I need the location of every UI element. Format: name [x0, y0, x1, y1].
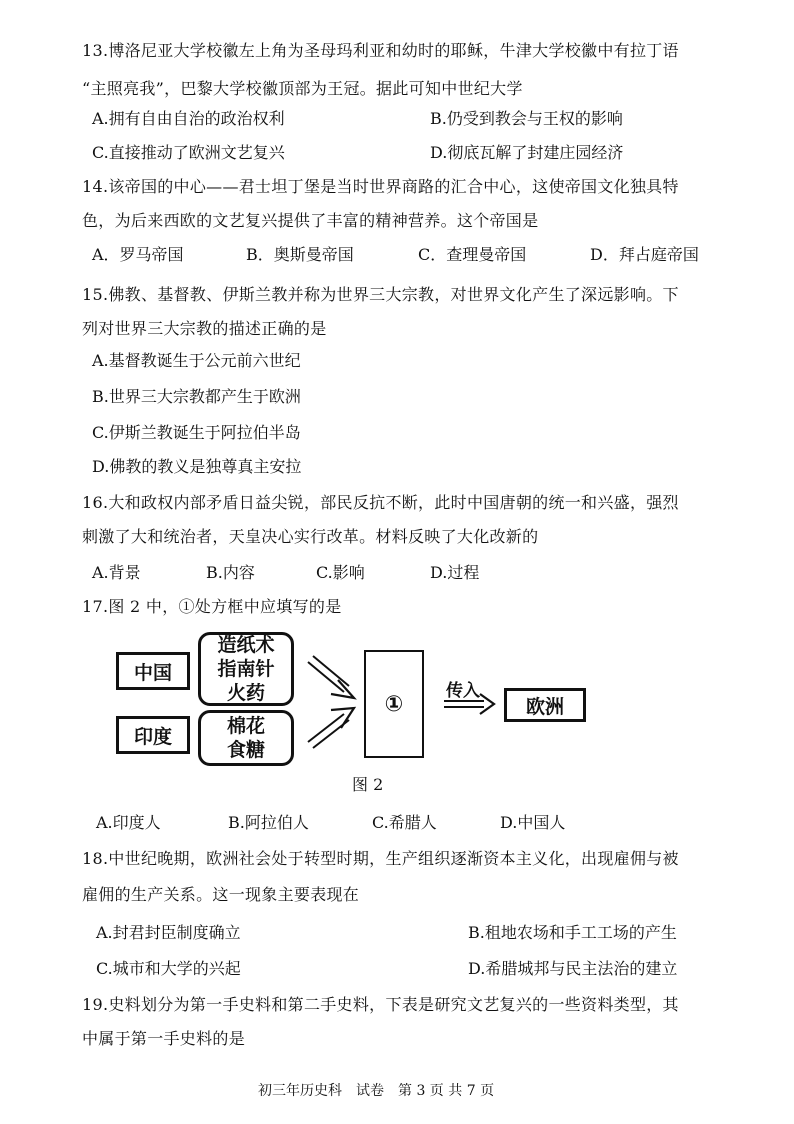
q16-option-a: A.背景 [92, 563, 141, 582]
q18-option-c: C.城市和大学的兴起 [96, 959, 241, 978]
q13-stem-line2: “主照亮我”，巴黎大学校徽顶部为王冠。据此可知中世纪大学 [82, 79, 523, 98]
q17-option-a: A.印度人 [96, 813, 161, 832]
q17-option-b: B.阿拉伯人 [228, 813, 309, 832]
q15-option-a: A.基督教诞生于公元前六世纪 [92, 351, 301, 370]
china-item-2: 指南针 [217, 658, 275, 680]
q13-option-a: A.拥有自由自治的政治权利 [92, 109, 285, 128]
q17-option-c: C.希腊人 [372, 813, 437, 832]
q16-stem-line2: 刺激了大和统治者，天皇决心实行改革。材料反映了大化改新的 [82, 527, 539, 546]
q13-option-b: B.仍受到教会与王权的影响 [430, 109, 623, 128]
q16-option-b: B.内容 [206, 563, 255, 582]
figure-india-box: 印度 [116, 716, 190, 754]
q16-option-d: D.过程 [430, 563, 480, 582]
q18-option-a: A.封君封臣制度确立 [96, 923, 241, 942]
china-item-3: 火药 [226, 682, 265, 704]
figure-europe-box: 欧洲 [504, 688, 586, 722]
q15-option-c: C.伊斯兰教诞生于阿拉伯半岛 [92, 423, 301, 442]
india-item-2: 食糖 [226, 739, 265, 761]
figure-arrow-label: 传入 [446, 681, 480, 701]
q19-stem-line1: 19.史料划分为第一手史料和第二手史料，下表是研究文艺复兴的一些资料类型，其 [82, 995, 679, 1014]
arrow-china-to-box [308, 656, 354, 698]
q14-option-a: A．罗马帝国 [92, 245, 184, 264]
q15-stem-line2: 列对世界三大宗教的描述正确的是 [82, 319, 327, 338]
q13-stem-line1: 13.博洛尼亚大学校徽左上角为圣母玛利亚和幼时的耶稣，牛津大学校徽中有拉丁语 [82, 41, 679, 60]
figure-china-box: 中国 [116, 652, 190, 690]
china-item-1: 造纸术 [217, 634, 275, 656]
page-footer: 初三年历史科 试卷 第 3 页 共 7 页 [258, 1083, 495, 1099]
q14-stem-line1: 14.该帝国的中心——君士坦丁堡是当时世界商路的汇合中心，这使帝国文化独具特 [82, 177, 679, 196]
figure-caption: 图 2 [352, 775, 384, 794]
q13-option-d: D.彻底瓦解了封建庄园经济 [430, 143, 624, 162]
q14-option-b: B．奥斯曼帝国 [246, 245, 354, 264]
q18-stem-line1: 18.中世纪晚期，欧洲社会处于转型时期，生产组织逐渐资本主义化，出现雇佣与被 [82, 849, 679, 868]
q17-option-d: D.中国人 [500, 813, 566, 832]
india-item-1: 棉花 [226, 715, 265, 737]
q19-stem-line2: 中属于第一手史料的是 [82, 1029, 246, 1048]
q13-option-c: C.直接推动了欧洲文艺复兴 [92, 143, 285, 162]
q16-option-c: C.影响 [316, 563, 365, 582]
q15-stem-line1: 15.佛教、基督教、伊斯兰教并称为世界三大宗教，对世界文化产生了深远影响。下 [82, 285, 679, 304]
q17-stem-line1: 17.图 2 中，①处方框中应填写的是 [82, 597, 342, 616]
q18-stem-line2: 雇佣的生产关系。这一现象主要表现在 [82, 885, 360, 904]
q18-option-b: B.租地农场和手工工场的产生 [468, 923, 677, 942]
q18-option-d: D.希腊城邦与民主法治的建立 [468, 959, 678, 978]
q16-stem-line1: 16.大和政权内部矛盾日益尖锐，部民反抗不断，此时中国唐朝的统一和兴盛，强烈 [82, 493, 679, 512]
q14-option-d: D．拜占庭帝国 [590, 245, 699, 264]
q15-option-b: B.世界三大宗教都产生于欧洲 [92, 387, 301, 406]
q15-option-d: D.佛教的教义是独尊真主安拉 [92, 457, 302, 476]
arrow-india-to-box [308, 708, 354, 748]
q14-stem-line2: 色，为后来西欧的文艺复兴提供了丰富的精神营养。这个帝国是 [82, 211, 539, 230]
q14-option-c: C．查理曼帝国 [418, 245, 527, 264]
figure-blank-box: ① [364, 650, 424, 758]
